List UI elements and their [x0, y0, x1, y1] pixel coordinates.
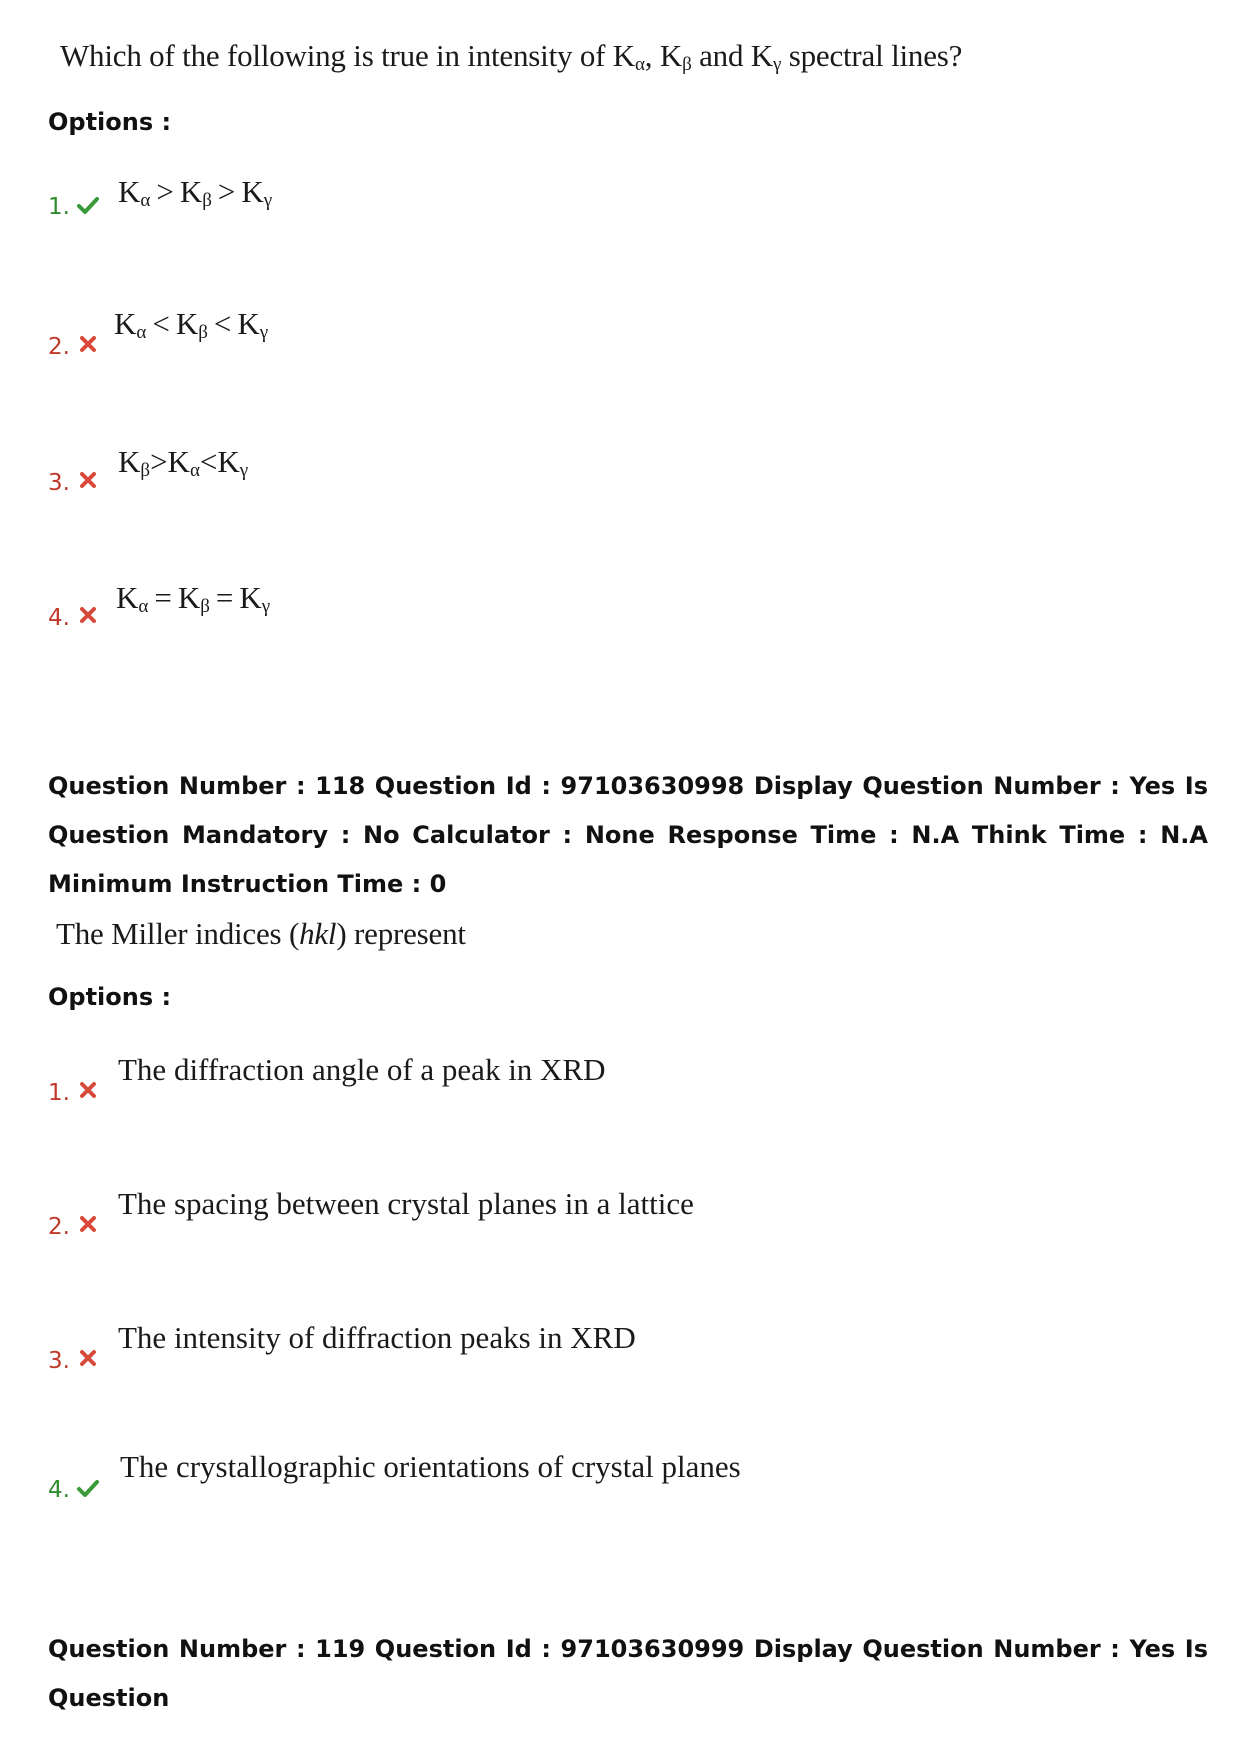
option-number: 1. — [48, 1080, 70, 1106]
check-icon — [76, 193, 100, 217]
cross-icon — [76, 603, 100, 627]
option-number: 2. — [48, 1214, 70, 1240]
option-item — [48, 1186, 1148, 1260]
option-item — [48, 580, 1148, 652]
options-label: Options : — [48, 108, 172, 136]
cross-icon — [76, 1078, 100, 1102]
cross-icon — [76, 468, 100, 492]
option-text: $K_\alpha > K_\beta > K_\gamma$ — [118, 174, 273, 211]
option-text: The spacing between crystal planes in a lattice — [118, 1186, 694, 1221]
option-number: 2. — [48, 334, 70, 360]
option-item — [48, 444, 1148, 516]
options-label: Options : — [48, 983, 172, 1011]
option-text: $K_\alpha = K_\beta = K_\gamma$ — [116, 580, 271, 617]
question-text: The Miller indices (hkl) represent — [56, 916, 466, 951]
cross-icon — [76, 1346, 100, 1370]
option-item — [48, 174, 1148, 240]
option-text: The intensity of diffraction peaks in XRD — [118, 1320, 636, 1355]
question-meta: Question Number : 118 Question Id : 97103630998 Display Question Number : Yes Is Question Mandatory : No Calculator : None Response Time : N.A Think Time : N.A Minimum Instruction Time : 0 — [48, 772, 1208, 898]
option-text: $K_\beta>K_\alpha<K_\gamma$ — [118, 444, 249, 481]
option-text: $K_\alpha < K_\beta < K_\gamma$ — [114, 306, 269, 343]
option-item — [48, 1052, 1148, 1126]
option-text: The crystallographic orientations of crystal planes — [120, 1449, 741, 1484]
option-number: 4. — [48, 1477, 70, 1503]
check-icon — [76, 1476, 100, 1500]
option-item — [48, 306, 1148, 380]
cross-icon — [76, 332, 100, 356]
option-item — [48, 1449, 1148, 1523]
question-meta: Question Number : 119 Question Id : 97103630999 Display Question Number : Yes Is Question — [48, 1635, 1208, 1712]
option-number: 3. — [48, 1348, 70, 1374]
option-item — [48, 1320, 1148, 1394]
option-number: 3. — [48, 470, 70, 496]
cross-icon — [76, 1212, 100, 1236]
option-number: 4. — [48, 605, 70, 631]
option-number: 1. — [48, 194, 70, 220]
option-text: The diffraction angle of a peak in XRD — [118, 1052, 606, 1087]
question-text: Which of the following is true in intensity of $K_\alpha$, $K_\beta$ and $K_\gamma$ spectral lines? — [60, 38, 963, 75]
